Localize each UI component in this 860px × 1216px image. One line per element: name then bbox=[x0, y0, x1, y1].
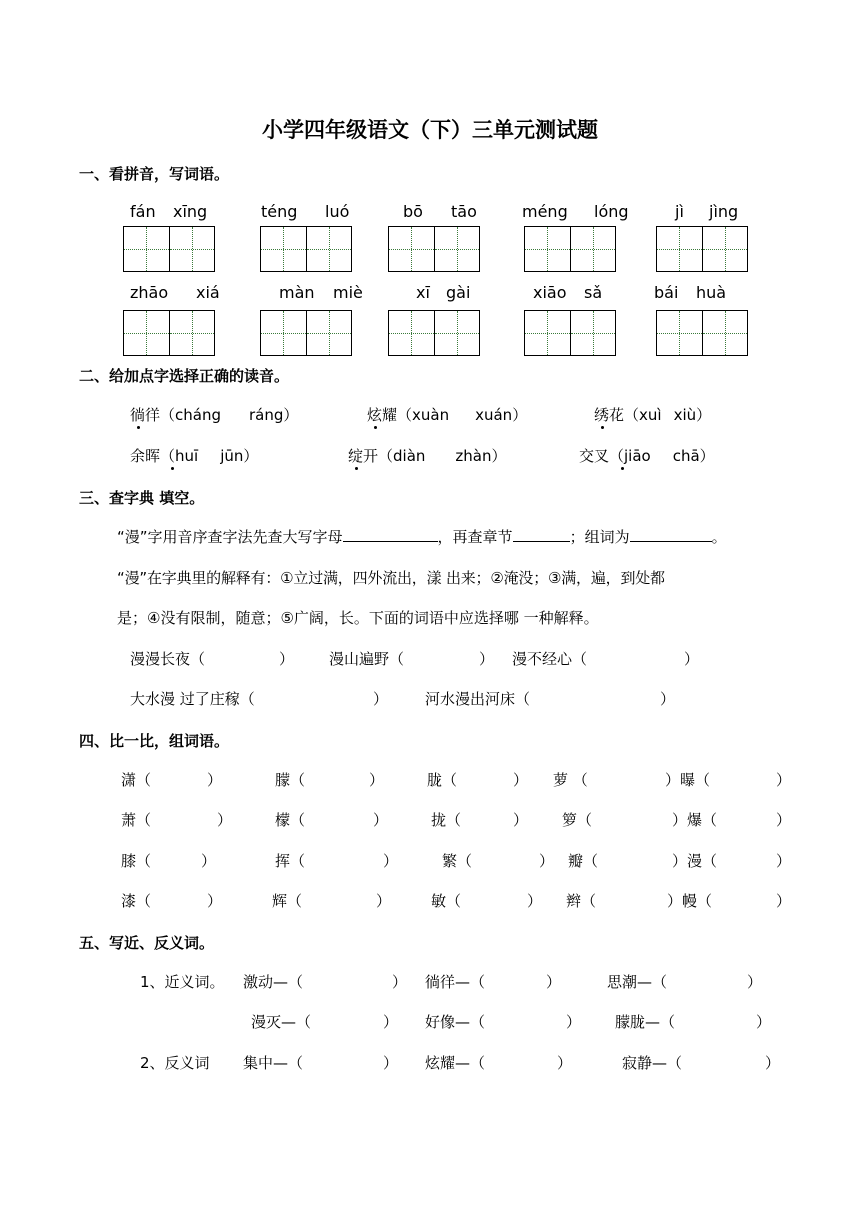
paren-close: ） bbox=[660, 690, 676, 708]
word-item: 漫山遍野（ bbox=[329, 650, 405, 668]
word-item: 徜徉—（ bbox=[425, 973, 486, 991]
paren-close: ） bbox=[392, 973, 408, 991]
item-char: 交 bbox=[579, 447, 595, 465]
pinyin: jì bbox=[675, 202, 684, 221]
compare-char: 挥（ bbox=[275, 852, 306, 870]
question-text: ；组词为 bbox=[569, 528, 630, 546]
paren-close: ） bbox=[684, 650, 700, 668]
pinyin: xiá bbox=[196, 283, 220, 302]
word-item: 河水漫出河床（ bbox=[425, 690, 531, 708]
writing-grid[interactable] bbox=[123, 310, 215, 356]
compare-char: 拢（ bbox=[431, 811, 462, 829]
pinyin: lóng bbox=[594, 202, 629, 221]
item-option: jūn） bbox=[220, 447, 259, 465]
word-item: 思潮—（ bbox=[607, 973, 668, 991]
compare-char: 萧（ bbox=[121, 811, 152, 829]
item-text: 耀（xuàn bbox=[382, 406, 450, 424]
dotted-char: 绽 bbox=[348, 447, 364, 465]
paren-close: ） bbox=[776, 892, 792, 910]
paren-close: ） bbox=[765, 1054, 781, 1072]
dotted-char: 晖（huī bbox=[145, 447, 199, 465]
definition-text: “漫”在字典里的解释有：①立过满，四外流出，漾 出来；②淹没；③满，遍，到处都 bbox=[117, 569, 665, 587]
dictionary-question bbox=[117, 526, 727, 547]
pinyin: xīng bbox=[173, 202, 208, 221]
item-option: chā） bbox=[672, 447, 715, 465]
pinyin: sǎ bbox=[584, 283, 603, 302]
compare-char: 膝（ bbox=[121, 852, 152, 870]
pinyin: luó bbox=[325, 202, 350, 221]
definition-text: 是；④没有限制，随意；⑤广阔，长。下面的词语中应选择哪 一种解释。 bbox=[117, 609, 599, 627]
pronunciation-item bbox=[594, 404, 711, 425]
pronunciation-item bbox=[367, 404, 527, 425]
writing-grid[interactable] bbox=[260, 226, 352, 272]
writing-grid[interactable] bbox=[260, 310, 352, 356]
pinyin: bái bbox=[654, 283, 679, 302]
paren-close: ） bbox=[383, 1054, 399, 1072]
word-item: 漫漫长夜（ bbox=[130, 650, 206, 668]
question-text: 。 bbox=[711, 528, 727, 546]
writing-grid[interactable] bbox=[524, 226, 616, 272]
dotted-char: 绣 bbox=[594, 406, 610, 424]
paren-close: ） bbox=[207, 771, 223, 789]
paren-close: ） bbox=[201, 852, 217, 870]
item-char: 余 bbox=[130, 447, 146, 465]
item-text: 徉（cháng bbox=[145, 406, 221, 424]
paren-close: ）爆（ bbox=[672, 811, 718, 829]
word-item: 漫不经心（ bbox=[512, 650, 588, 668]
pronunciation-item bbox=[130, 404, 298, 425]
pinyin: bō bbox=[403, 202, 423, 221]
paren-close: ） bbox=[566, 1013, 582, 1031]
pinyin: gài bbox=[446, 283, 471, 302]
paren-close: ） bbox=[383, 1013, 399, 1031]
synonym-label: 1、近义词。 bbox=[140, 973, 225, 991]
compare-char: 朦（ bbox=[275, 771, 306, 789]
word-item: 激动—（ bbox=[243, 973, 304, 991]
item-text: 花（xuì bbox=[609, 406, 662, 424]
pinyin: miè bbox=[333, 283, 363, 302]
dotted-char: 徜 bbox=[130, 406, 146, 424]
pronunciation-item bbox=[579, 445, 715, 466]
paren-close: ） bbox=[513, 811, 529, 829]
pinyin: huà bbox=[696, 283, 727, 302]
pinyin: zhāo bbox=[130, 283, 169, 302]
item-option: ráng） bbox=[249, 406, 299, 424]
paren-close: ） bbox=[376, 892, 392, 910]
dotted-char: 叉（jiāo bbox=[594, 447, 651, 465]
question-text: ，再查章节 bbox=[437, 528, 513, 546]
compare-char: 胧（ bbox=[427, 771, 458, 789]
paren-close: ） bbox=[527, 892, 543, 910]
compare-char: 敏（ bbox=[431, 892, 462, 910]
answer-blank[interactable] bbox=[343, 541, 438, 542]
paren-close: ）曝（ bbox=[665, 771, 711, 789]
paren-close: ） bbox=[747, 973, 763, 991]
writing-grid[interactable] bbox=[388, 226, 480, 272]
compare-char: 瓣（ bbox=[568, 852, 599, 870]
section-2-heading: 二、给加点字选择正确的读音。 bbox=[79, 367, 290, 385]
antonym-label: 2、反义词 bbox=[140, 1054, 210, 1072]
compare-char: 繁（ bbox=[442, 852, 473, 870]
word-item: 炫耀—（ bbox=[425, 1054, 486, 1072]
item-text: 开（diàn bbox=[363, 447, 426, 465]
pinyin: jìng bbox=[709, 202, 739, 221]
paren-close: ） bbox=[217, 811, 233, 829]
paren-close: ） bbox=[373, 690, 389, 708]
pronunciation-item bbox=[130, 445, 258, 466]
section-1-heading: 一、看拼音，写词语。 bbox=[79, 165, 230, 183]
pinyin: fán bbox=[130, 202, 156, 221]
compare-char: 檬（ bbox=[275, 811, 306, 829]
compare-char: 萝 （ bbox=[553, 771, 588, 789]
pronunciation-item bbox=[348, 445, 507, 466]
writing-grid[interactable] bbox=[123, 226, 215, 272]
paren-close: ） bbox=[539, 852, 555, 870]
pinyin: xiāo bbox=[533, 283, 567, 302]
section-4-heading: 四、比一比，组词语。 bbox=[79, 732, 230, 750]
paren-close: ） bbox=[373, 811, 389, 829]
question-text: “漫”字用音序查字法先查大写字母 bbox=[117, 528, 343, 546]
compare-char: 箩（ bbox=[562, 811, 593, 829]
paren-close: ） bbox=[557, 1054, 573, 1072]
paren-close: ） bbox=[776, 771, 792, 789]
paren-close: ） bbox=[546, 973, 562, 991]
paren-close: ） bbox=[776, 811, 792, 829]
paren-close: ） bbox=[279, 650, 295, 668]
compare-char: 辫（ bbox=[566, 892, 597, 910]
writing-grid[interactable] bbox=[388, 310, 480, 356]
pinyin: xī bbox=[416, 283, 430, 302]
compare-char: 辉（ bbox=[272, 892, 303, 910]
writing-grid[interactable] bbox=[656, 226, 748, 272]
pinyin: méng bbox=[522, 202, 568, 221]
word-item: 漫灭—（ bbox=[251, 1013, 312, 1031]
dotted-char: 炫 bbox=[367, 406, 383, 424]
page-title: 小学四年级语文（下）三单元测试题 bbox=[262, 118, 598, 142]
word-item: 寂静—（ bbox=[622, 1054, 683, 1072]
compare-char: 潇（ bbox=[121, 771, 152, 789]
section-5-heading: 五、写近、反义词。 bbox=[79, 934, 215, 952]
paren-close: ） bbox=[207, 892, 223, 910]
paren-close: ） bbox=[369, 771, 385, 789]
pinyin: tāo bbox=[451, 202, 477, 221]
paren-close: ） bbox=[479, 650, 495, 668]
section-3-heading: 三、查字典 填空。 bbox=[79, 489, 205, 507]
word-item: 好像—（ bbox=[425, 1013, 486, 1031]
answer-blank[interactable] bbox=[513, 541, 570, 542]
compare-char: 漆（ bbox=[121, 892, 152, 910]
word-item: 大水漫 过了庄稼（ bbox=[130, 690, 255, 708]
paren-close: ） bbox=[756, 1013, 772, 1031]
answer-blank[interactable] bbox=[630, 541, 712, 542]
item-option: xuán） bbox=[475, 406, 528, 424]
item-option: zhàn） bbox=[455, 447, 507, 465]
paren-close: ） bbox=[513, 771, 529, 789]
item-option: xiù） bbox=[673, 406, 712, 424]
paren-close: ） bbox=[776, 852, 792, 870]
word-item: 朦胧—（ bbox=[615, 1013, 676, 1031]
pinyin: màn bbox=[279, 283, 315, 302]
paren-close: ）漫（ bbox=[672, 852, 718, 870]
paren-close: ） bbox=[383, 852, 399, 870]
writing-grid[interactable] bbox=[524, 310, 616, 356]
pinyin: téng bbox=[261, 202, 298, 221]
writing-grid[interactable] bbox=[656, 310, 748, 356]
paren-close: ）幔（ bbox=[667, 892, 713, 910]
word-item: 集中—（ bbox=[243, 1054, 304, 1072]
